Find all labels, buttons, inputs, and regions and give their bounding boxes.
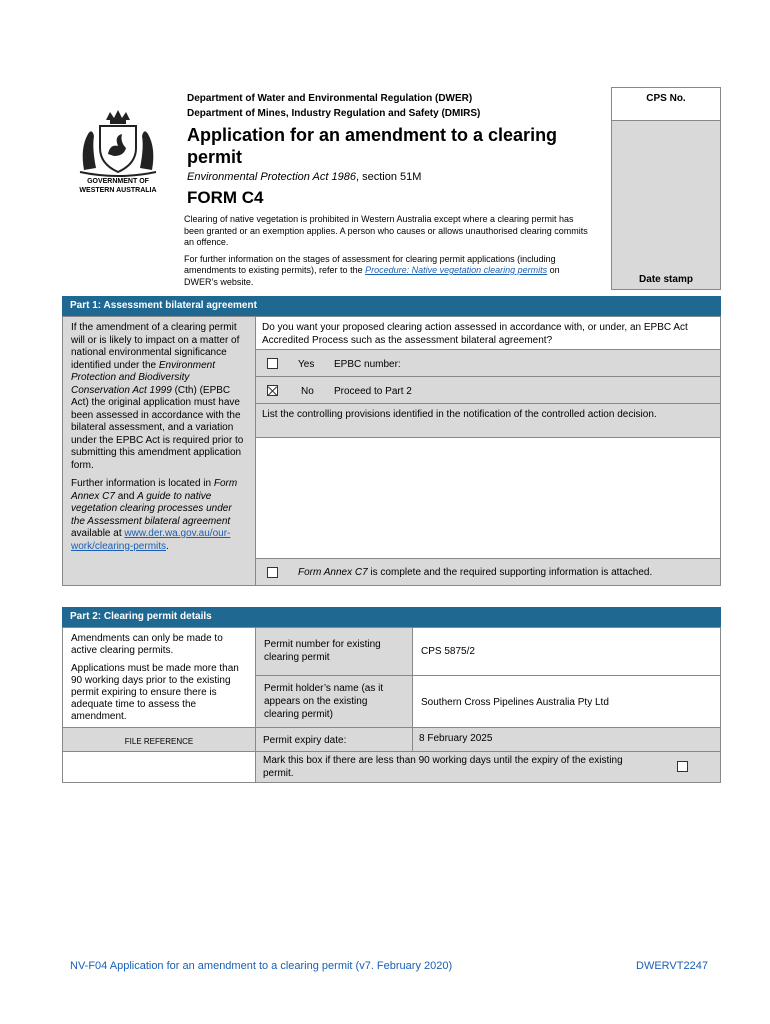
annex-row <box>255 558 721 586</box>
permit-holder-field[interactable]: Southern Cross Pipelines Australia Pty Ltd <box>412 675 721 728</box>
no-row <box>255 376 721 404</box>
clearing-permits-link[interactable]: www.der.wa.gov.au/our-work/clearing-permits <box>71 528 231 552</box>
yes-label: Yes <box>298 359 315 370</box>
no-checkbox-checked[interactable] <box>267 385 278 396</box>
controlling-provisions-textarea[interactable] <box>255 437 721 559</box>
part1-heading: Part 1: Assessment bilateral agreement <box>62 296 721 316</box>
permit-number-label: Permit number for existing clearing permit <box>255 627 413 676</box>
annex-statement: Form Annex C7 is complete and the required supporting information is attached. <box>298 567 653 578</box>
epbc-question: Do you want your proposed clearing action assessed in accordance with, or under, an EPBC Act Accredited Process such as the assessment bilateral agreement? <box>255 316 721 350</box>
footer-form-reference: NV-F04 Application for an amendment to a clearing permit (v7. February 2020) <box>70 960 453 972</box>
working-days-label: Mark this box if there are less than 90 working days until the expiry of the existing permit. <box>263 755 623 779</box>
file-reference-label: FILE REFERENCE <box>62 727 256 752</box>
part2-guidance-1: Amendments can only be made to active clearing permits. <box>71 633 223 656</box>
form-title: Application for an amendment to a clearing permit <box>187 125 558 167</box>
part2-guidance-2: Applications must be made more than 90 working days prior to the existing permit expiring to ensure there is adequate time to assess the amendment. <box>71 663 239 722</box>
permit-number-field[interactable]: CPS 5875/2 <box>412 627 721 676</box>
part1-guidance <box>62 316 256 586</box>
intro-paragraph-1: Clearing of native vegetation is prohibited in Western Australia except where a clearing permit has been granted or an exemption applies. A person who causes or allows unauthorised clearing commits an offence. <box>184 214 588 247</box>
annex-checkbox[interactable] <box>267 567 278 578</box>
working-days-checkbox[interactable] <box>677 761 688 772</box>
department-dmirs: Department of Mines, Industry Regulation and Safety (DMIRS) <box>187 108 481 119</box>
no-label: No <box>301 386 314 397</box>
expiry-date-label: Permit expiry date: <box>255 727 413 752</box>
department-dwer: Department of Water and Environmental Regulation (DWER) <box>187 93 473 104</box>
epbc-number-label: EPBC number: <box>334 359 401 370</box>
footer-document-id: DWERVT2247 <box>636 960 708 972</box>
working-days-row <box>255 751 721 783</box>
cps-number-label: CPS No. <box>612 88 720 121</box>
date-stamp-label: Date stamp <box>639 274 693 285</box>
form-number: FORM C4 <box>187 188 264 207</box>
part2-guidance <box>62 627 256 728</box>
government-wordmark: GOVERNMENT OF WESTERN AUSTRALIA <box>79 178 157 194</box>
intro-paragraph-2: For further information on the stages of assessment for clearing permit applications (including amendments to existing permits), refer to the Procedure: Native vegetation clearing permits on DWER’s website. <box>184 253 560 287</box>
part2-heading: Part 2: Clearing permit details <box>62 607 721 627</box>
controlling-provisions-prompt: List the controlling provisions identified in the notification of the controlled action decision. <box>255 403 721 438</box>
intro-text <box>184 214 594 293</box>
yes-row <box>255 349 721 377</box>
act-reference: Environmental Protection Act 1986, section 51M <box>187 171 422 183</box>
part1-guidance-b: Further information is located in Form Annex C7 and A guide to native vegetation clearing processes under the Assessment bilateral agreement available at www.der.wa.gov.au/our-work/clearing-permits. <box>71 478 238 552</box>
part1-guidance-a: If the amendment of a clearing permit will or is likely to impact on a matter of national environmental significance identified under the Environment Protection and Biodiversity Conservation Act 1999 (Cth) (EPBC Act) the original application must have been assessed in accordance with the bilateral assessment, and a variation under the EPBC Act is required prior to submitting this amendment application form. <box>71 322 244 471</box>
department-names <box>187 91 480 121</box>
permit-holder-label: Permit holder’s name (as it appears on the existing clearing permit) <box>255 675 413 728</box>
epbc-number-input[interactable] <box>412 354 712 373</box>
proceed-to-part2-label: Proceed to Part 2 <box>334 386 412 397</box>
procedure-link[interactable]: Procedure: Native vegetation clearing permits <box>365 265 548 275</box>
file-reference-input[interactable] <box>62 751 256 783</box>
yes-checkbox[interactable] <box>267 358 278 369</box>
expiry-date-field[interactable]: 8 February 2025 <box>412 727 721 752</box>
cps-stamp-box <box>611 87 721 290</box>
